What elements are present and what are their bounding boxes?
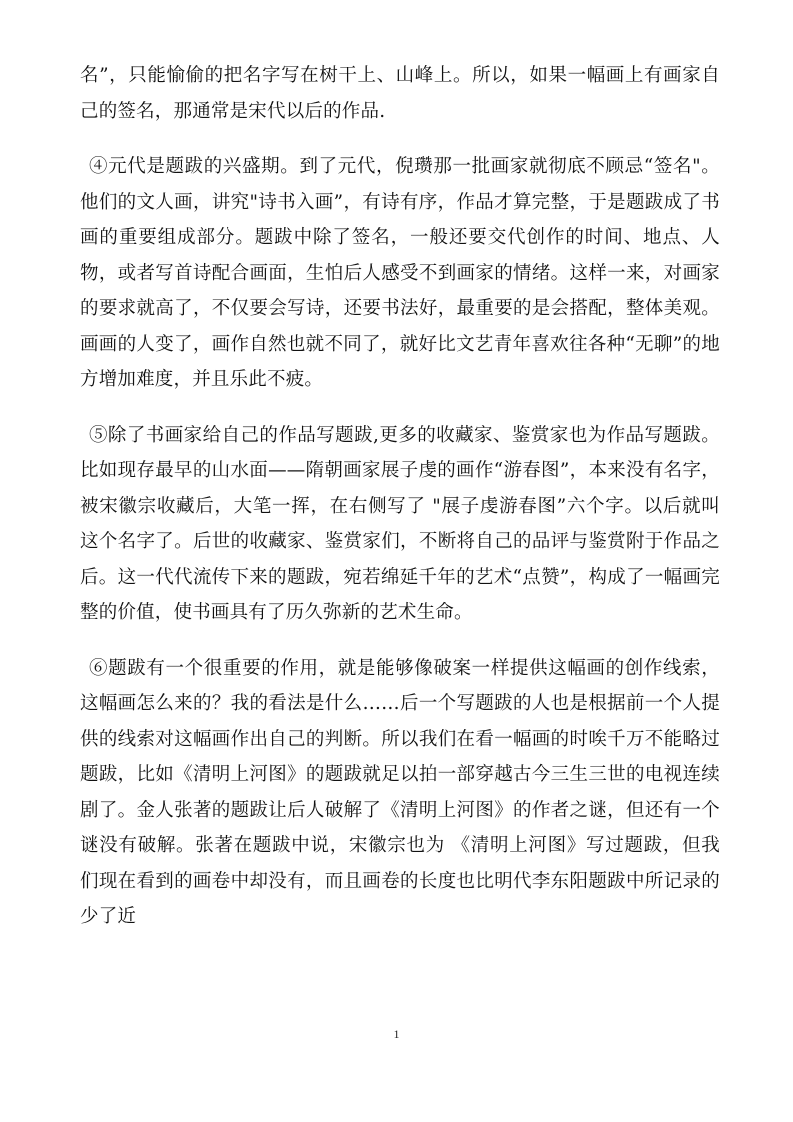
paragraph-6: ⑥题跋有一个很重要的作用，就是能够像破案一样提供这幅画的创作线索，这幅画怎么来的？我的看法是什么……后一个写题跋的人也是根据前一个人提供的线索对这幅画作出自己的判断。所以我们在看一幅画的时唉千万不能略过题跋，比如《清明上河图》的题跋就足以拍一部穿越古今三生三世的电视连续剧了。金人张著的题跋让后人破解了《清明上河图》的作者之谜，但还有一个谜没有破解。张著在题跋中说，宋徽宗也为 《清明上河图》写过题跋，但我们现在看到的画卷中却没有，而且画卷的长度也比明代李东阳题跋中所记录的少了近 [80, 657, 720, 927]
paragraph-continuation: 名”，只能愉偷的把名字写在树干上、山峰上。所以，如果一幅画上有画家自己的签名，那通常是宋代以后的作品. [80, 65, 720, 122]
document-body [80, 58, 720, 935]
page-number: 1 [393, 1027, 400, 1041]
paragraph-4: ④元代是题跋的兴盛期。到了元代，倪瓒那一批画家就彻底不顾忌“签名"。他们的文人画，讲究"诗书入画”，有诗有序，作品才算完整，于是题跋成了书画的重要组成部分。题跋中除了签名，一般还要交代创作的时间、地点、人物，或者写首诗配合画面，生怕后人感受不到画家的情绪。这样一来，对画家的要求就高了，不仅要会写诗，还要书法好，最重要的是会搭配，整体美观。画画的人变了，画作自然也就不同了，就好比文艺青年喜欢往各种“无聊”的地方增加难度，并且乐此不疲。 [80, 156, 720, 390]
paragraph-5: ⑤除了书画家给自己的作品写题跋,更多的收藏家、鉴赏家也为作品写题跋。比如现存最早的山水面——隋朝画家展子虔的画作“游春图”，本来没有名字，被宋徽宗收藏后，大笔一挥，在右侧写了 "展子虔游春图”六个字。以后就叫这个名字了。后世的收藏家、鉴赏家们，不断将自己的品评与鉴赏附于作品之后。这一代代流传下来的题跋，宛若绵延千年的艺术“点赞”，构成了一幅画完整的价值，使书画具有了历久弥新的艺术生命。 [80, 424, 720, 623]
